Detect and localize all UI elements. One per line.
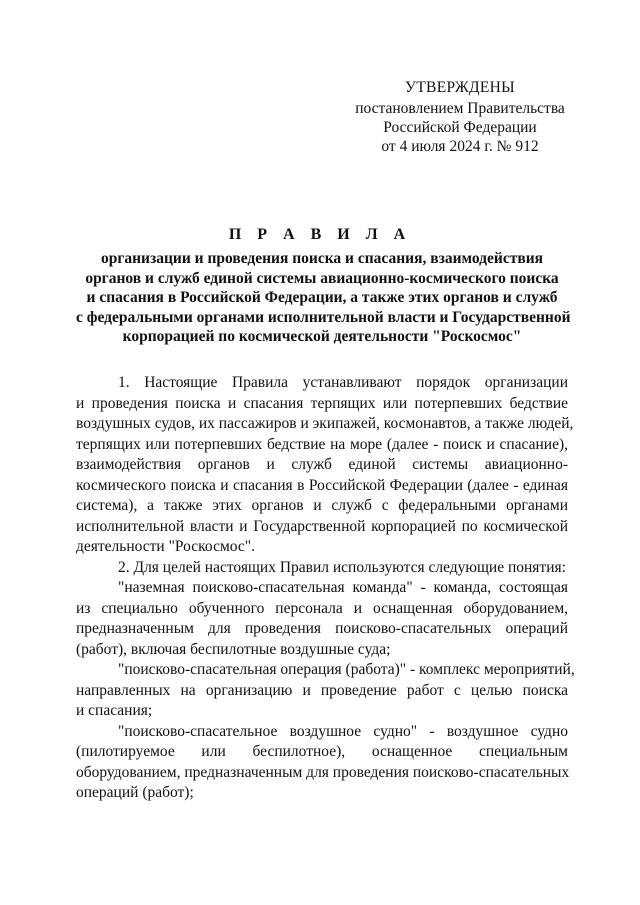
- subtitle-line: корпорацией по космической деятельности "Роскосмос": [122, 328, 522, 345]
- paragraph-line: исполнительной власти и Государственной корпорацией по космической: [76, 517, 568, 535]
- subtitle-line: органов и служб единой системы авиационно-космического поиска: [85, 269, 559, 287]
- paragraph-line: оборудованием, предназначенным для проведения поисково-спасательных: [76, 763, 570, 781]
- paragraph-line: из специально обученного персонала и оснащенная оборудованием,: [76, 599, 568, 617]
- paragraph-line: операций (работ);: [76, 784, 194, 801]
- paragraph-line: "поисково-спасательная операция (работа)" - комплекс мероприятий,: [118, 661, 575, 678]
- document-body: [76, 373, 575, 804]
- paragraph-line: воздушных судов, их пассажиров и экипажей, космонавтов, а также людей,: [76, 415, 574, 432]
- paragraph-line: направленных на организацию и проведение работ с целью поиска: [76, 681, 568, 699]
- approval-date-line: от 4 июля 2024 г. № 912: [381, 138, 539, 155]
- paragraph-line: (пилотируемое или беспилотное), оснащенное специальным: [76, 743, 568, 760]
- paragraph: [76, 660, 575, 722]
- approval-heading: УТВЕРЖДЕНЫ: [405, 79, 515, 96]
- paragraph: [76, 578, 568, 660]
- approval-line: Российской Федерации: [383, 119, 537, 136]
- subtitle-line: организации и проведения поиска и спасания, взаимодействия: [100, 250, 544, 267]
- paragraph: [76, 373, 574, 558]
- subtitle-line: и спасания в Российской Федерации, а также этих органов и служб: [86, 289, 558, 306]
- paragraph-line: космического поиска и спасания в Российской Федерации (далее - единая: [76, 476, 568, 494]
- subtitle-line: с федеральными органами исполнительной власти и Государственной: [76, 308, 571, 326]
- paragraph-line: взаимодействия органов и служб единой системы авиационно-: [76, 456, 568, 473]
- paragraph-line: 2. Для целей настоящих Правил используются следующие понятия:: [118, 558, 566, 576]
- paragraph-line: "наземная поисково-спасательная команда" - команда, состоящая: [118, 579, 568, 596]
- paragraph-line: "поисково-спасательное воздушное судно" - воздушное судно: [118, 722, 568, 740]
- document-title: П Р А В И Л А: [228, 226, 412, 243]
- paragraph: [76, 558, 568, 579]
- paragraph: [76, 722, 568, 804]
- document-subtitle: [76, 249, 571, 347]
- paragraph-line: система), а также этих органов и служб с федеральными органами: [76, 497, 568, 514]
- paragraph-line: (работ), включая беспилотные воздушные суда;: [76, 640, 391, 658]
- approval-stamp: [340, 78, 580, 156]
- paragraph-line: и проведения поиска и спасания терпящих или потерпевших бедствие: [76, 394, 568, 412]
- paragraph-line: и спасания;: [76, 702, 153, 719]
- paragraph-line: 1. Настоящие Правила устанавливают порядок организации: [118, 374, 568, 391]
- paragraph-line: терпящих или потерпевших бедствие на море (далее - поиск и спасание),: [76, 435, 568, 453]
- paragraph-line: предназначенным для проведения поисково-спасательных операций: [76, 620, 568, 637]
- approval-line: постановлением Правительства: [355, 100, 565, 117]
- paragraph-line: деятельности "Роскосмос".: [76, 538, 255, 555]
